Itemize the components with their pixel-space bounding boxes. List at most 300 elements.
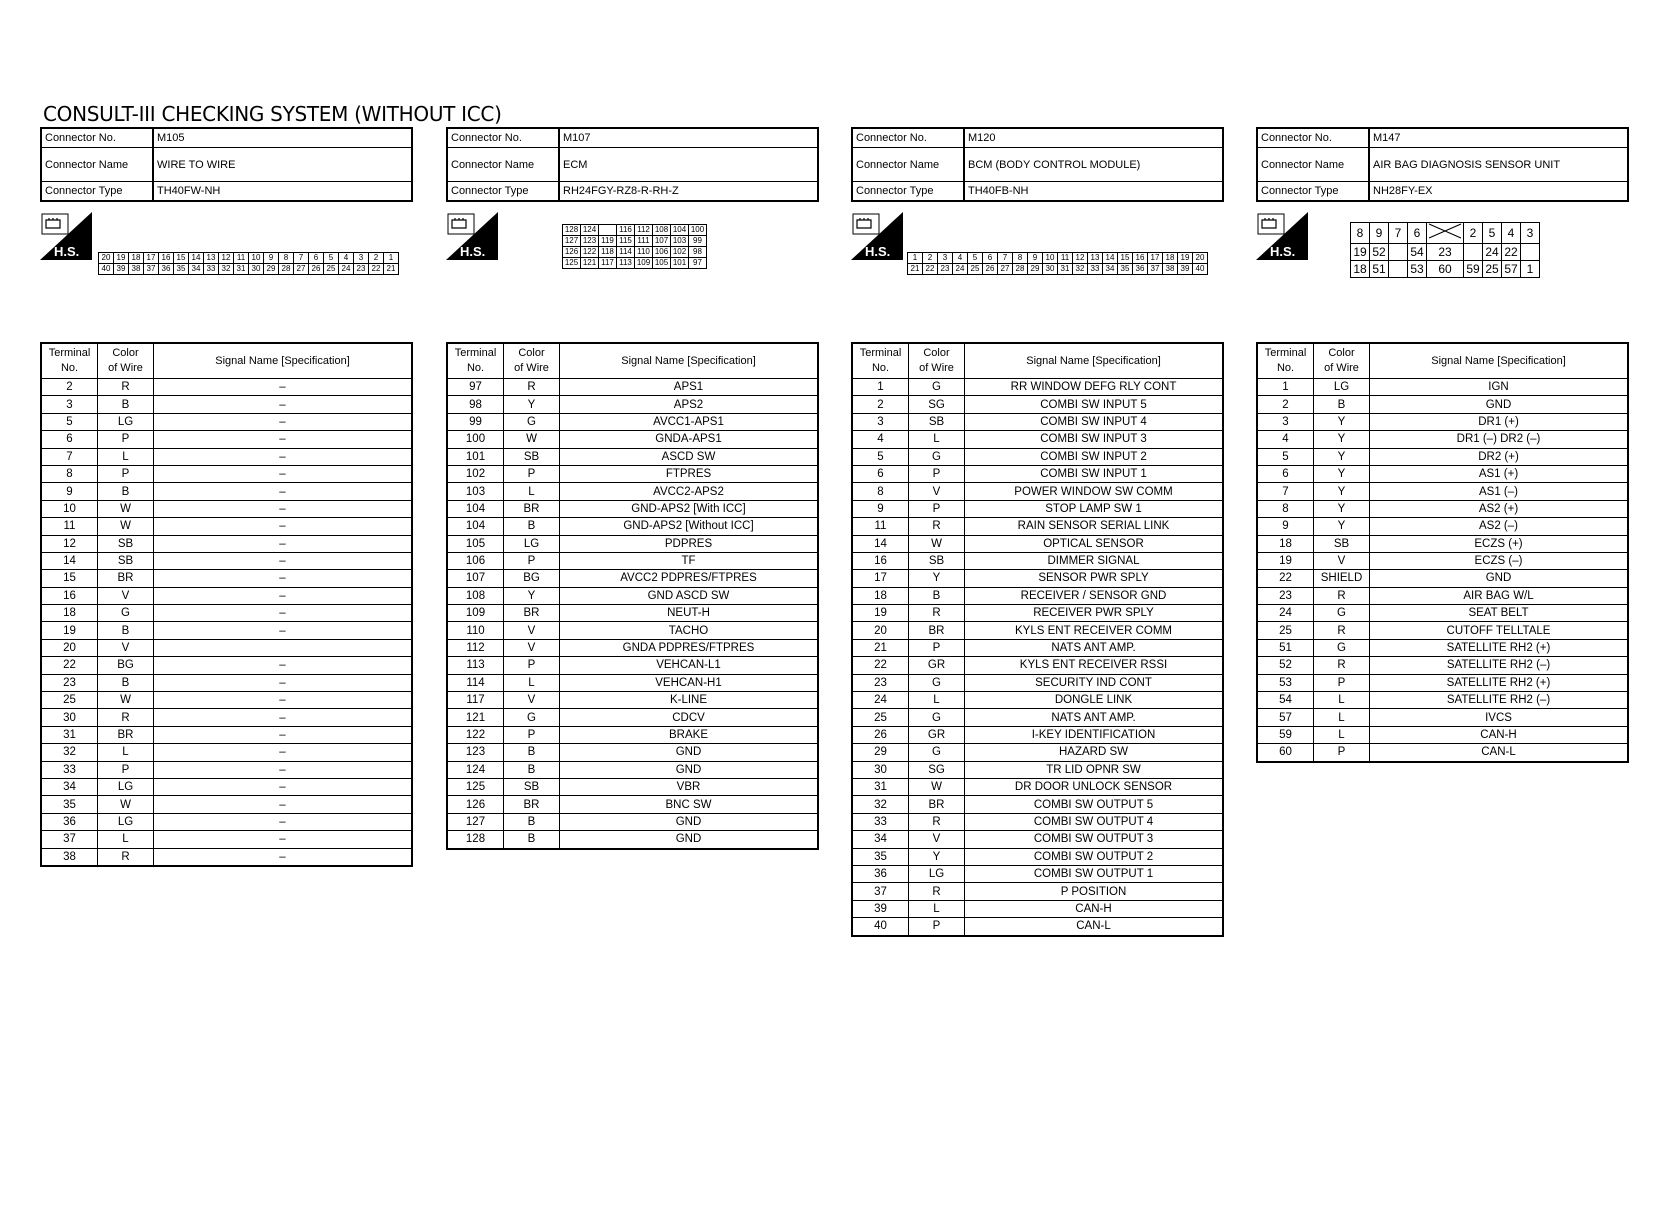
terminal-no: 125 — [447, 778, 504, 795]
signal-name: COMBI SW INPUT 5 — [965, 396, 1224, 413]
table-row — [852, 500, 1223, 517]
wire-color: Y — [1314, 518, 1370, 535]
pin-cell: 13 — [204, 253, 219, 264]
pin-cell: 6 — [1408, 223, 1427, 244]
signal-name: STOP LAMP SW 1 — [965, 500, 1224, 517]
terminal-table — [851, 342, 1224, 937]
terminal-no: 18 — [1257, 535, 1314, 552]
pin-cell: 3 — [354, 253, 369, 264]
table-row — [41, 622, 412, 639]
pin-cell: 112 — [635, 225, 653, 236]
signal-name: COMBI SW OUTPUT 1 — [965, 865, 1224, 882]
wire-color: W — [98, 692, 154, 709]
table-row — [447, 622, 818, 639]
pin-cell: 125 — [563, 258, 581, 269]
wire-color: G — [909, 674, 965, 691]
table-row — [1257, 413, 1628, 430]
table-row — [447, 726, 818, 743]
signal-name: VBR — [560, 778, 819, 795]
terminal-no: 18 — [852, 587, 909, 604]
table-row — [41, 778, 412, 795]
table-row — [852, 657, 1223, 674]
signal-name: TACHO — [560, 622, 819, 639]
signal-name: AS1 (+) — [1370, 465, 1629, 482]
pin-cell: 60 — [1427, 261, 1464, 278]
wire-color: LG — [98, 813, 154, 830]
connector-header — [446, 127, 819, 202]
table-row — [852, 918, 1223, 936]
table-row — [1257, 622, 1628, 639]
pin-cell: 10 — [1043, 253, 1058, 264]
wire-color: P — [504, 726, 560, 743]
wire-color: Y — [504, 396, 560, 413]
pin-cell: 8 — [279, 253, 294, 264]
wire-color: G — [909, 379, 965, 396]
connector-pin-diagram — [1350, 222, 1540, 278]
terminal-no: 113 — [447, 657, 504, 674]
signal-name: – — [154, 587, 413, 604]
wire-color: V — [504, 692, 560, 709]
signal-name: K-LINE — [560, 692, 819, 709]
table-row — [447, 465, 818, 482]
terminal-no: 7 — [1257, 483, 1314, 500]
pin-cell: 105 — [653, 258, 671, 269]
table-row — [1257, 518, 1628, 535]
pin-cell: 23 — [354, 264, 369, 275]
signal-name: – — [154, 483, 413, 500]
pin-cell: 32 — [219, 264, 234, 275]
wire-color: Y — [504, 587, 560, 604]
connector-name-label: Connector Name — [1257, 148, 1369, 182]
signal-name: IGN — [1370, 379, 1629, 396]
wire-color: GR — [909, 657, 965, 674]
signal-name: – — [154, 448, 413, 465]
table-row — [852, 692, 1223, 709]
pin-cell: 18 — [1351, 261, 1370, 278]
signal-name-header: Signal Name [Specification] — [560, 343, 819, 379]
connector-name: AIR BAG DIAGNOSIS SENSOR UNIT — [1369, 148, 1628, 182]
signal-name: GND — [560, 813, 819, 830]
page-title: CONSULT-III CHECKING SYSTEM (WITHOUT ICC) — [43, 102, 502, 126]
table-row — [41, 726, 412, 743]
pin-cell: 3 — [1521, 223, 1540, 244]
table-row — [41, 605, 412, 622]
terminal-no: 126 — [447, 796, 504, 813]
signal-name: CAN-H — [1370, 726, 1629, 743]
pin-cell: 34 — [189, 264, 204, 275]
table-row — [1257, 500, 1628, 517]
pin-cell: 97 — [689, 258, 707, 269]
table-row — [852, 587, 1223, 604]
table-row — [41, 709, 412, 726]
terminal-no: 4 — [852, 431, 909, 448]
connector-pin-diagram — [907, 252, 1208, 275]
terminal-no: 20 — [41, 639, 98, 656]
connector-no-label: Connector No. — [447, 128, 559, 148]
pin-cell: 7 — [1389, 223, 1408, 244]
color-of-wire-header: Color of Wire — [909, 343, 965, 379]
table-row — [1257, 709, 1628, 726]
table-row — [447, 692, 818, 709]
wire-color: G — [909, 448, 965, 465]
terminal-no: 57 — [1257, 709, 1314, 726]
table-row — [447, 396, 818, 413]
signal-name: ASCD SW — [560, 448, 819, 465]
pin-cell: 111 — [635, 236, 653, 247]
signal-name: ECZS (+) — [1370, 535, 1629, 552]
terminal-no: 6 — [41, 431, 98, 448]
signal-name: GNDA PDPRES/FTPRES — [560, 639, 819, 656]
pin-cell: 51 — [1370, 261, 1389, 278]
terminal-no: 36 — [852, 865, 909, 882]
table-row — [1257, 570, 1628, 587]
pin-cell: 14 — [189, 253, 204, 264]
wire-color: P — [98, 431, 154, 448]
wire-color: R — [504, 379, 560, 396]
signal-name: SATELLITE RH2 (+) — [1370, 639, 1629, 656]
pin-cell — [1389, 244, 1408, 261]
wire-color: P — [909, 639, 965, 656]
signal-name: – — [154, 744, 413, 761]
terminal-no: 32 — [852, 796, 909, 813]
wire-color: R — [98, 709, 154, 726]
table-row — [41, 796, 412, 813]
connector-no: M147 — [1369, 128, 1628, 148]
signal-name: DR1 (–) DR2 (–) — [1370, 431, 1629, 448]
terminal-no: 3 — [852, 413, 909, 430]
pin-cell: 26 — [983, 264, 998, 275]
connector-type-label: Connector Type — [1257, 182, 1369, 202]
signal-name: – — [154, 761, 413, 778]
signal-name: – — [154, 396, 413, 413]
pin-cell: 2 — [923, 253, 938, 264]
terminal-no: 9 — [1257, 518, 1314, 535]
signal-name: DONGLE LINK — [965, 692, 1224, 709]
terminal-no: 9 — [41, 483, 98, 500]
harness-side-icon — [40, 212, 92, 260]
wire-color: BR — [909, 796, 965, 813]
table-row — [852, 813, 1223, 830]
pin-cell: 119 — [599, 236, 617, 247]
terminal-no: 51 — [1257, 639, 1314, 656]
pin-cell: 116 — [617, 225, 635, 236]
terminal-no-header: Terminal No. — [41, 343, 98, 379]
terminal-no: 8 — [1257, 500, 1314, 517]
wire-color: SB — [504, 778, 560, 795]
table-row — [852, 796, 1223, 813]
table-row — [447, 674, 818, 691]
signal-name: BNC SW — [560, 796, 819, 813]
table-row — [1257, 587, 1628, 604]
table-row — [1257, 396, 1628, 413]
connector-type-label: Connector Type — [447, 182, 559, 202]
wire-color: B — [98, 674, 154, 691]
wire-color: Y — [1314, 483, 1370, 500]
hs-badge-label: H.S. — [1270, 244, 1296, 259]
table-row — [41, 761, 412, 778]
wire-color: L — [909, 900, 965, 917]
signal-name: COMBI SW INPUT 3 — [965, 431, 1224, 448]
terminal-no: 25 — [852, 709, 909, 726]
signal-name: VEHCAN-H1 — [560, 674, 819, 691]
pin-cell: 9 — [264, 253, 279, 264]
pin-cell: 59 — [1464, 261, 1483, 278]
pin-cell: 122 — [581, 247, 599, 258]
signal-name: DR2 (+) — [1370, 448, 1629, 465]
color-of-wire-header: Color of Wire — [504, 343, 560, 379]
table-row — [852, 744, 1223, 761]
pin-cell: 19 — [1178, 253, 1193, 264]
terminal-no: 101 — [447, 448, 504, 465]
signal-name: BRAKE — [560, 726, 819, 743]
table-row — [41, 744, 412, 761]
pin-cell: 54 — [1408, 244, 1427, 261]
connector-type: TH40FW-NH — [153, 182, 412, 202]
signal-name — [154, 639, 413, 656]
connector-column-m147 — [1256, 127, 1629, 763]
pin-cell: 34 — [1103, 264, 1118, 275]
signal-name: – — [154, 413, 413, 430]
signal-name: – — [154, 726, 413, 743]
signal-name: PDPRES — [560, 535, 819, 552]
pin-cell: 28 — [279, 264, 294, 275]
signal-name: – — [154, 813, 413, 830]
signal-name: SATELLITE RH2 (–) — [1370, 692, 1629, 709]
signal-name: APS1 — [560, 379, 819, 396]
wire-color: SHIELD — [1314, 570, 1370, 587]
pin-cell: 11 — [1058, 253, 1073, 264]
table-row — [1257, 639, 1628, 656]
table-row — [852, 396, 1223, 413]
wire-color: Y — [1314, 465, 1370, 482]
signal-name: DR1 (+) — [1370, 413, 1629, 430]
table-row — [447, 570, 818, 587]
table-row — [852, 448, 1223, 465]
terminal-table — [446, 342, 819, 850]
pin-cell: 21 — [384, 264, 399, 275]
connector-column-m107 — [446, 127, 819, 850]
harness-side-icon — [851, 212, 903, 260]
pin-cell: 38 — [129, 264, 144, 275]
color-of-wire-header: Color of Wire — [98, 343, 154, 379]
terminal-no: 31 — [852, 778, 909, 795]
terminal-no: 127 — [447, 813, 504, 830]
terminal-no: 104 — [447, 518, 504, 535]
terminal-no: 15 — [41, 570, 98, 587]
pin-cell: 110 — [635, 247, 653, 258]
signal-name: – — [154, 431, 413, 448]
signal-name-header: Signal Name [Specification] — [965, 343, 1224, 379]
wire-color: Y — [909, 848, 965, 865]
terminal-no: 128 — [447, 831, 504, 849]
terminal-no: 25 — [1257, 622, 1314, 639]
signal-name: GND ASCD SW — [560, 587, 819, 604]
table-row — [1257, 465, 1628, 482]
pin-cell: 12 — [219, 253, 234, 264]
wire-color: SB — [98, 535, 154, 552]
wire-color: R — [98, 848, 154, 866]
wire-color: SG — [909, 761, 965, 778]
pin-cell: 25 — [968, 264, 983, 275]
table-row — [447, 413, 818, 430]
pin-cell — [599, 225, 617, 236]
wire-color: P — [1314, 674, 1370, 691]
pin-cell: 29 — [1028, 264, 1043, 275]
pin-cell: 5 — [324, 253, 339, 264]
wire-color: R — [909, 518, 965, 535]
pin-cell: 4 — [953, 253, 968, 264]
wire-color: L — [1314, 726, 1370, 743]
terminal-no: 37 — [41, 831, 98, 848]
pin-cell: 1 — [908, 253, 923, 264]
terminal-no: 37 — [852, 883, 909, 900]
terminal-no: 36 — [41, 813, 98, 830]
signal-name: – — [154, 465, 413, 482]
wire-color: G — [909, 744, 965, 761]
terminal-no: 38 — [41, 848, 98, 866]
terminal-no: 34 — [852, 831, 909, 848]
table-row — [447, 709, 818, 726]
wire-color: W — [98, 500, 154, 517]
terminal-table — [1256, 342, 1629, 763]
pin-cell: 17 — [144, 253, 159, 264]
connector-name: ECM — [559, 148, 818, 182]
table-row — [41, 657, 412, 674]
wire-color: G — [504, 709, 560, 726]
pin-cell: 19 — [114, 253, 129, 264]
terminal-no: 40 — [852, 918, 909, 936]
table-row — [41, 639, 412, 656]
wire-color: B — [98, 483, 154, 500]
signal-name: GNDA-APS1 — [560, 431, 819, 448]
wire-color: V — [98, 587, 154, 604]
table-row — [852, 761, 1223, 778]
wire-color: L — [504, 674, 560, 691]
signal-name-header: Signal Name [Specification] — [154, 343, 413, 379]
connector-name-label: Connector Name — [447, 148, 559, 182]
table-row — [41, 431, 412, 448]
connector-type: RH24FGY-RZ8-R-RH-Z — [559, 182, 818, 202]
wire-color: V — [909, 831, 965, 848]
terminal-no: 99 — [447, 413, 504, 430]
wire-color: B — [98, 396, 154, 413]
wire-color: W — [909, 778, 965, 795]
connector-type: TH40FB-NH — [964, 182, 1223, 202]
terminal-no: 23 — [1257, 587, 1314, 604]
table-row — [447, 761, 818, 778]
signal-name: – — [154, 709, 413, 726]
table-row — [41, 448, 412, 465]
wire-color: L — [98, 831, 154, 848]
wire-color: L — [98, 448, 154, 465]
terminal-no: 3 — [41, 396, 98, 413]
wire-color: V — [1314, 552, 1370, 569]
table-row — [852, 552, 1223, 569]
wire-color: BR — [909, 622, 965, 639]
terminal-no: 34 — [41, 778, 98, 795]
hs-badge-label: H.S. — [460, 244, 486, 259]
terminal-no: 11 — [41, 518, 98, 535]
table-row — [41, 379, 412, 396]
terminal-no: 30 — [41, 709, 98, 726]
table-row — [447, 796, 818, 813]
signal-name: TR LID OPNR SW — [965, 761, 1224, 778]
pin-cell: 128 — [563, 225, 581, 236]
terminal-no: 1 — [852, 379, 909, 396]
pin-cell: 25 — [324, 264, 339, 275]
table-row — [1257, 379, 1628, 396]
table-row — [41, 535, 412, 552]
connector-pin-diagram — [98, 252, 399, 275]
connector-type: NH28FY-EX — [1369, 182, 1628, 202]
signal-name: – — [154, 535, 413, 552]
table-row — [447, 483, 818, 500]
table-row — [852, 848, 1223, 865]
pin-cell: 9 — [1370, 223, 1389, 244]
terminal-no: 52 — [1257, 657, 1314, 674]
connector-diagram-area — [851, 202, 1224, 342]
signal-name: GND-APS2 [With ICC] — [560, 500, 819, 517]
connector-type-label: Connector Type — [852, 182, 964, 202]
pin-cell: 27 — [998, 264, 1013, 275]
signal-name: P POSITION — [965, 883, 1224, 900]
wire-color: Y — [1314, 431, 1370, 448]
signal-name: GND — [560, 831, 819, 849]
table-row — [852, 379, 1223, 396]
terminal-no: 35 — [852, 848, 909, 865]
signal-name: AS2 (+) — [1370, 500, 1629, 517]
terminal-no: 17 — [852, 570, 909, 587]
signal-name: – — [154, 622, 413, 639]
pin-cell: 33 — [1088, 264, 1103, 275]
pin-cell: 20 — [99, 253, 114, 264]
wire-color: GR — [909, 726, 965, 743]
pin-cell: 23 — [1427, 244, 1464, 261]
pin-cell: 6 — [983, 253, 998, 264]
wire-color: L — [504, 483, 560, 500]
connector-pin-diagram — [562, 224, 707, 269]
pin-cell: 28 — [1013, 264, 1028, 275]
signal-name: – — [154, 570, 413, 587]
wire-color: R — [909, 813, 965, 830]
table-row — [1257, 552, 1628, 569]
table-row — [852, 883, 1223, 900]
connector-header — [40, 127, 413, 202]
pin-cell: 2 — [369, 253, 384, 264]
wire-color: Y — [909, 570, 965, 587]
table-row — [1257, 431, 1628, 448]
terminal-no: 3 — [1257, 413, 1314, 430]
connector-header — [851, 127, 1224, 202]
terminal-no: 4 — [1257, 431, 1314, 448]
pin-cell: 36 — [159, 264, 174, 275]
pin-cell: 124 — [581, 225, 599, 236]
table-row — [447, 500, 818, 517]
pin-cell: 57 — [1502, 261, 1521, 278]
pin-cell: 101 — [671, 258, 689, 269]
terminal-no-header: Terminal No. — [1257, 343, 1314, 379]
terminal-no: 8 — [41, 465, 98, 482]
table-row — [852, 535, 1223, 552]
wire-color: SB — [909, 552, 965, 569]
terminal-no: 123 — [447, 744, 504, 761]
table-row — [447, 605, 818, 622]
pin-cell: 126 — [563, 247, 581, 258]
pin-cell: 5 — [1483, 223, 1502, 244]
table-row — [41, 552, 412, 569]
hs-badge-label: H.S. — [865, 244, 891, 259]
signal-name: – — [154, 831, 413, 848]
